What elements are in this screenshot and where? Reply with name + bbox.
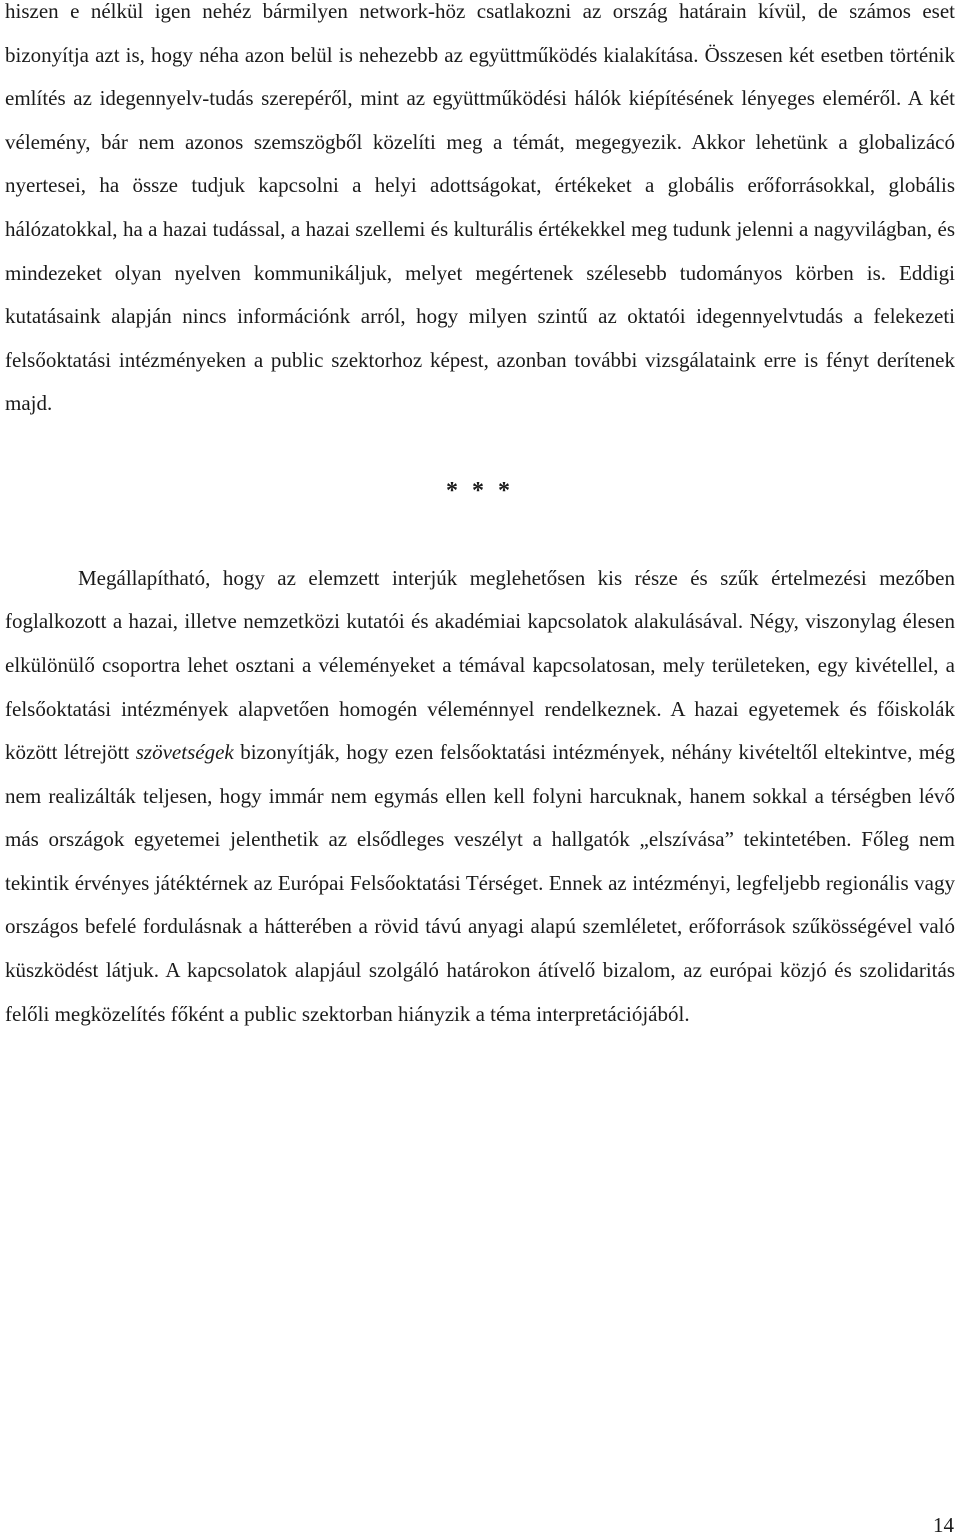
emphasized-term: szövetségek — [135, 740, 234, 765]
page-number: 14 — [933, 1513, 954, 1537]
body-paragraph-2 — [5, 557, 955, 1037]
paragraph-2-text-before: Megállapítható, hogy az elemzett interjúk meglehetősen kis része és szűk értelmezési mezőben foglalkozott a hazai, illetve nemzetközi kutatói és akadémiai kapcsolatok alakulásával. Négy, viszonylag élesen elkülönülő csoportra lehet osztani a véleményeket a témával kapcsolatosan, mely területeken, egy kivétellel, a felsőoktatási intézmények alapvetően homogén véleménnyel rendelkeznek. A hazai egyetemek és főiskolák között létrejött — [5, 565, 955, 765]
document-page — [5, 0, 955, 1036]
body-paragraph-1: hiszen e nélkül igen nehéz bármilyen network-höz csatlakozni az ország határain kívül, de számos eset bizonyítja azt is, hogy néha azon belül is nehezebb az együttműködés kialakítása. Összesen két esetben történik említés az idegennyelv-tudás szerepéről, mint az együttműködési hálók kiépítésének lényeges eleméről. A két vélemény, bár nem azonos szemszögből közelíti meg a témát, megegyezik. Akkor lehetünk a globalizácó nyertesei, ha össze tudjuk kapcsolni a helyi adottságokat, értékeket a globális erőforrásokkal, globális hálózatokkal, ha a hazai tudással, a hazai szellemi és kulturális értékekkel meg tudunk jelenni a nagyvilágban, és mindezeket olyan nyelven kommunikáljuk, melyet megértenek szélesebb tudományos körben is. Eddigi kutatásaink alapján nincs információnk arról, hogy milyen szintű az oktatói idegennyelvtudás a felekezeti felsőoktatási intézményeken a public szektorhoz képest, azonban további vizsgálataink erre is fényt derítenek majd. — [5, 0, 955, 416]
paragraph-2-text-after: bizonyítják, hogy ezen felsőoktatási intézmények, néhány kivételtől eltekintve, még nem realizálták teljesen, hogy immár nem egymás ellen kell folyni harcuknak, hanem sokkal a térségben lévő más országok egyetemei jelenthetik az elsődleges veszélyt a hallgatók „elszívása” tekintetében. Főleg nem tekintik érvényes játéktérnek az Európai Felsőoktatási Térséget. Ennek az intézményi, legfeljebb regionális vagy országos befelé fordulásnak a hátterében a rövid távú anyagi alapú szemléletet, erőforrások szűkösségével való küszködést látjuk. A kapcsolatok alapjául szolgáló határokon átívelő bizalom, az európai közjó és szolidaritás felőli megközelítés főként a public szektorban hiányzik a téma interpretációjából. — [5, 740, 956, 1026]
section-separator: * * * — [446, 477, 514, 504]
